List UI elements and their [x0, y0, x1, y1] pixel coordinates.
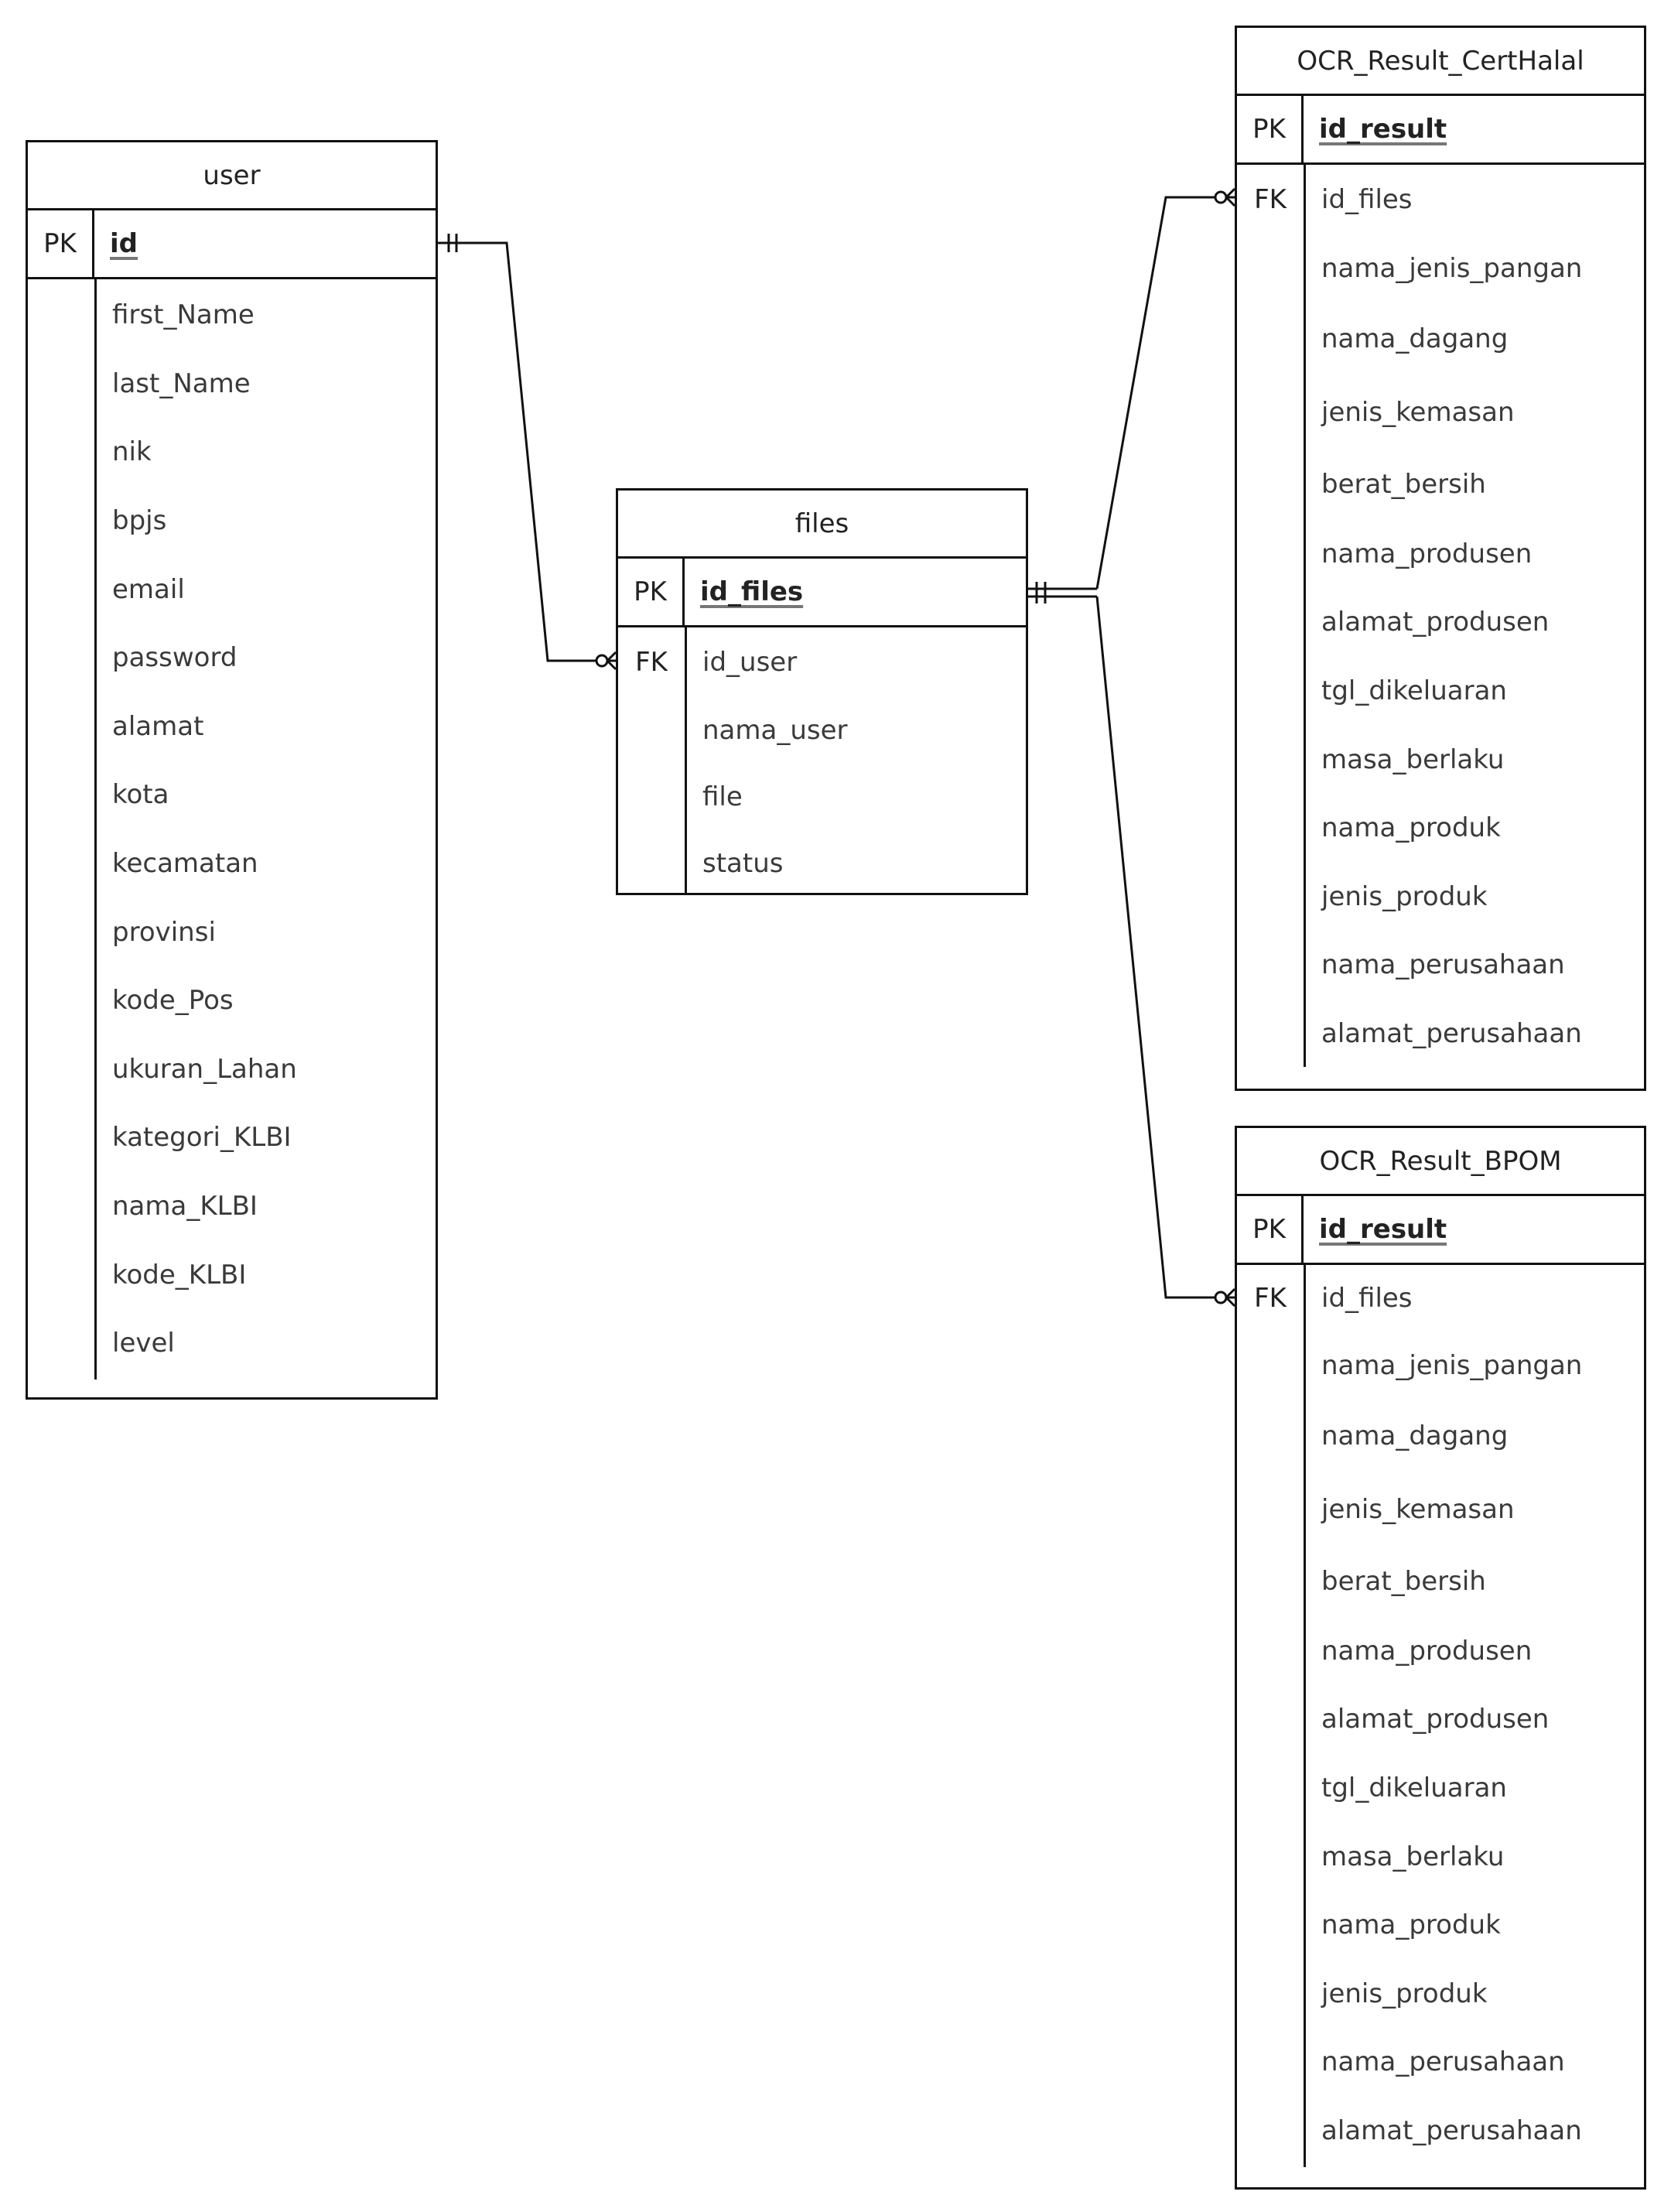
field-name: file [702, 781, 743, 812]
key-label [28, 692, 94, 761]
field-name: jenis_produk [1321, 1978, 1488, 2009]
field-row[interactable] [1237, 1891, 1644, 1960]
key-label [1237, 1400, 1304, 1472]
field-row[interactable] [28, 897, 436, 966]
field-name: kode_KLBI [112, 1259, 247, 1291]
field-row[interactable] [1237, 1960, 1644, 2029]
field-row[interactable] [28, 1240, 436, 1309]
primary-key-row[interactable] [1237, 1196, 1644, 1265]
field-name: alamat_produsen [1321, 607, 1550, 638]
key-label [1237, 1822, 1304, 1891]
field-row[interactable] [1237, 1754, 1644, 1823]
field-row[interactable] [28, 1309, 436, 1378]
key-label [1237, 1685, 1304, 1754]
key-label: FK [635, 647, 668, 678]
key-label [1237, 1891, 1304, 1960]
field-row[interactable] [28, 555, 436, 624]
key-label [1237, 520, 1304, 589]
field-row[interactable] [1237, 931, 1644, 1000]
key-label [1237, 657, 1304, 726]
field-name: alamat [112, 710, 204, 742]
field-row[interactable] [1237, 1265, 1644, 1332]
field-name: nama_jenis_pangan [1321, 253, 1583, 285]
field-row[interactable] [1237, 234, 1644, 303]
key-label: FK [1254, 1283, 1287, 1314]
field-name: nama_perusahaan [1321, 949, 1565, 981]
primary-key-row[interactable] [28, 210, 436, 279]
field-name: nama_dagang [1321, 323, 1509, 355]
key-label [28, 1103, 94, 1172]
field-row[interactable] [28, 761, 436, 829]
field-row[interactable] [1237, 1822, 1644, 1891]
field-row[interactable] [1237, 1685, 1644, 1754]
field-name: nama_produsen [1321, 1635, 1533, 1667]
key-label [1237, 1617, 1304, 1686]
key-label [1237, 931, 1304, 1000]
field-name: first_Name [112, 299, 255, 331]
field-name: alamat_perusahaan [1321, 2115, 1582, 2147]
relationship-files-ocr [1028, 189, 1235, 1306]
key-label [1237, 1472, 1304, 1547]
field-list [1237, 1265, 1644, 2165]
field-row[interactable] [1237, 588, 1644, 657]
key-label [28, 1240, 94, 1309]
key-label [28, 350, 94, 419]
key-label [28, 966, 94, 1035]
field-name: alamat_perusahaan [1321, 1018, 1582, 1050]
field-name: kota [112, 779, 169, 811]
key-label [1237, 725, 1304, 794]
field-name: level [112, 1328, 175, 1359]
field-name: bpjs [112, 505, 167, 537]
entity-title: files [618, 491, 1026, 559]
field-row[interactable] [1237, 303, 1644, 375]
primary-key-row[interactable] [618, 559, 1026, 627]
key-label [618, 830, 685, 897]
field-name: tgl_dikeluaran [1321, 1773, 1507, 1804]
field-row[interactable] [1237, 863, 1644, 932]
field-row[interactable] [1237, 165, 1644, 234]
field-name: jenis_kemasan [1321, 1493, 1515, 1525]
field-row[interactable] [1237, 725, 1644, 794]
field-row[interactable] [28, 1172, 436, 1241]
field-name: kode_Pos [112, 985, 234, 1017]
key-label [618, 697, 685, 764]
field-name: tgl_dikeluaran [1321, 675, 1507, 707]
field-name: status [702, 848, 784, 879]
key-label [28, 555, 94, 624]
field-name: last_Name [112, 368, 251, 399]
field-name: id_files [700, 576, 804, 607]
key-label [28, 418, 94, 487]
entity-files[interactable] [616, 488, 1028, 895]
field-row[interactable] [618, 697, 1026, 764]
field-name: kecamatan [112, 848, 258, 880]
key-label [28, 281, 94, 350]
entity-ocr-result-bpom[interactable] [1235, 1126, 1646, 2190]
relationship-user-files [438, 234, 616, 669]
field-name: nama_produk [1321, 1909, 1501, 1941]
field-row[interactable] [28, 350, 436, 419]
column-divider [1304, 1265, 1306, 2167]
key-label [1237, 588, 1304, 657]
field-row[interactable] [28, 487, 436, 556]
entity-user[interactable] [26, 140, 438, 1400]
key-label [28, 1035, 94, 1104]
key-label [1237, 450, 1304, 520]
key-label [1237, 375, 1304, 450]
field-row[interactable] [28, 966, 436, 1035]
field-name: nama_perusahaan [1321, 2046, 1565, 2078]
field-name: nama_user [702, 715, 848, 746]
field-row[interactable] [1237, 657, 1644, 726]
field-list [1237, 165, 1644, 1068]
key-label: PK [618, 559, 685, 625]
primary-key-row[interactable] [1237, 96, 1644, 165]
key-label [1237, 794, 1304, 863]
field-name: masa_berlaku [1321, 1841, 1505, 1872]
key-label [1237, 1332, 1304, 1400]
key-label: FK [1254, 184, 1287, 215]
field-name: kategori_KLBI [112, 1122, 292, 1154]
key-label [28, 761, 94, 829]
field-name: jenis_produk [1321, 880, 1488, 912]
field-name: berat_bersih [1321, 1566, 1486, 1598]
field-name: ukuran_Lahan [112, 1053, 297, 1085]
field-list [28, 279, 436, 1378]
entity-ocr-result-certhalal[interactable] [1235, 26, 1646, 1091]
entity-title: user [28, 142, 436, 210]
key-label [1237, 2028, 1304, 2097]
key-label [1237, 1754, 1304, 1823]
key-label [1237, 1960, 1304, 2029]
key-label [1237, 303, 1304, 375]
field-row[interactable] [618, 764, 1026, 830]
field-row[interactable] [1237, 2097, 1644, 2166]
field-row[interactable] [1237, 2028, 1644, 2097]
column-divider [94, 279, 97, 1380]
key-label [1237, 1000, 1304, 1068]
field-row[interactable] [1237, 794, 1644, 863]
field-row[interactable] [1237, 450, 1644, 520]
field-name: id_files [1321, 184, 1413, 215]
field-row[interactable] [1237, 520, 1644, 589]
field-row[interactable] [28, 1035, 436, 1104]
field-name: nik [112, 436, 152, 468]
field-name: id_result [1319, 114, 1447, 145]
field-name: email [112, 573, 185, 605]
field-row[interactable] [1237, 1617, 1644, 1686]
key-label [28, 487, 94, 556]
field-name: nama_produk [1321, 812, 1501, 844]
field-name: berat_bersih [1321, 469, 1486, 501]
field-row[interactable] [1237, 1547, 1644, 1617]
key-label [618, 764, 685, 830]
field-row[interactable] [1237, 1000, 1644, 1068]
key-label [1237, 234, 1304, 303]
field-row[interactable] [28, 624, 436, 692]
key-label [28, 829, 94, 898]
field-row[interactable] [1237, 1472, 1644, 1547]
column-divider [1304, 165, 1306, 1067]
field-row[interactable] [28, 418, 436, 487]
field-row[interactable] [1237, 1400, 1644, 1472]
field-name: nama_KLBI [112, 1191, 258, 1222]
field-list [618, 627, 1026, 897]
field-name: password [112, 642, 237, 674]
field-name: alamat_produsen [1321, 1704, 1550, 1735]
field-row[interactable] [618, 830, 1026, 897]
key-label: PK [1237, 96, 1304, 162]
key-label [28, 624, 94, 692]
field-name: nama_dagang [1321, 1421, 1509, 1452]
field-row[interactable] [28, 829, 436, 898]
field-name: provinsi [112, 916, 216, 948]
key-label [28, 897, 94, 966]
field-row[interactable] [28, 692, 436, 761]
field-name: id_user [702, 647, 798, 678]
field-row[interactable] [28, 281, 436, 350]
key-label: PK [1237, 1196, 1304, 1263]
key-label [28, 1172, 94, 1241]
field-name: jenis_kemasan [1321, 396, 1515, 428]
field-name: id_result [1319, 1214, 1447, 1245]
key-label: PK [28, 210, 94, 277]
field-row[interactable] [618, 627, 1026, 697]
field-name: nama_produsen [1321, 538, 1533, 569]
key-label [28, 1309, 94, 1378]
field-name: id_files [1321, 1283, 1413, 1314]
field-row[interactable] [1237, 1332, 1644, 1400]
key-label [1237, 2097, 1304, 2166]
column-divider [685, 627, 687, 893]
field-name: masa_berlaku [1321, 744, 1505, 775]
entity-title: OCR_Result_BPOM [1237, 1128, 1644, 1196]
key-label [1237, 1547, 1304, 1617]
field-name: nama_jenis_pangan [1321, 1350, 1583, 1382]
field-row[interactable] [1237, 375, 1644, 450]
field-row[interactable] [28, 1103, 436, 1172]
key-label [1237, 863, 1304, 932]
field-name: id [110, 228, 138, 259]
entity-title: OCR_Result_CertHalal [1237, 28, 1644, 96]
